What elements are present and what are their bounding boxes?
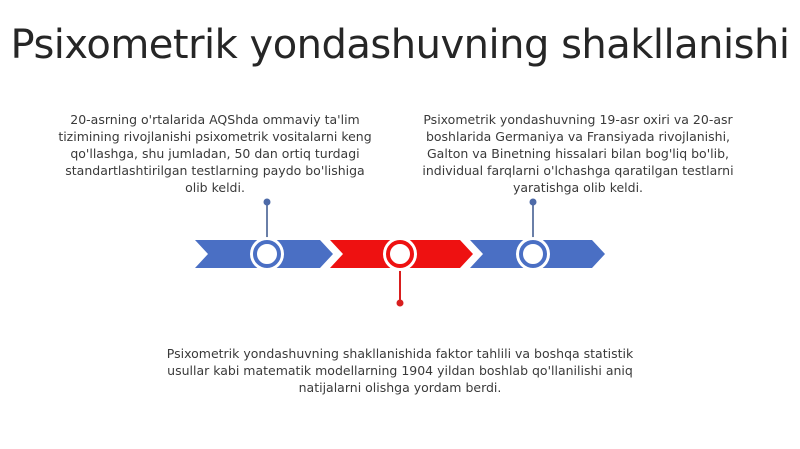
stem-dot-3	[397, 300, 404, 307]
event-text-3: Psixometrik yondashuvning shakllanishida faktor tahlili va boshqa statistik usullar kabi matematik modellarning 1904 yildan boshlab qo'llanilishi aniq natijalarni olishga yordam berdi.	[166, 346, 634, 395]
slide-title: Psixometrik yondashuvning shakllanishi	[10, 22, 790, 68]
stem-dot-2	[530, 199, 537, 206]
event-text-2: Psixometrik yondashuvning 19-asr oxiri va 20-asr boshlarida Germaniya va Fransiyada rivojlanishi, Galton va Binetning hissalari bilan bog'liq bo'lib, individual farqlarni o'lchashga qaratilgan testlarni yaratishga olib keldi.	[422, 112, 734, 195]
event-text-1: 20-asrning o'rtalarida AQShda ommaviy ta'lim tizimining rivojlanishi psixometrik vositalarni keng qo'llashga, shu jumladan, 50 dan ortiq turdagi standartlashtirilgan testlarning paydo bo'lishiga olib keldi.	[58, 112, 372, 195]
stem-dot-1	[264, 199, 271, 206]
